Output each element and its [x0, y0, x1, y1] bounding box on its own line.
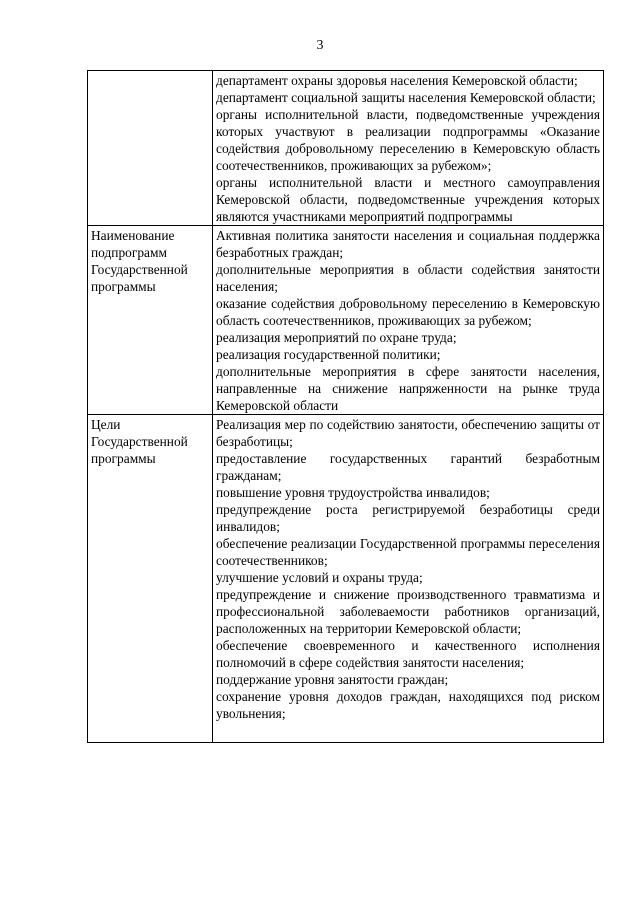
paragraph: дополнительные мероприятия в сфере занятости населения, направленные на снижение напряженности на рынке труда Кемеровской области [216, 364, 600, 413]
paragraph: оказание содействия добровольному переселению в Кемеровскую область соотечественников, проживающих за рубежом; [216, 296, 600, 328]
paragraph: улучшение условий и охраны труда; [216, 570, 423, 585]
paragraph: сохранение уровня доходов граждан, находящихся под риском увольнения; [216, 689, 600, 721]
table-row [88, 415, 604, 743]
paragraph: реализация мероприятий по охране труда; [216, 330, 457, 345]
paragraph: предупреждение и снижение производственного травматизма и профессиональной заболеваемости работников организаций, расположенных на территории Кемеровской области; [216, 587, 600, 636]
table-row [88, 226, 604, 415]
row-label-cell [88, 71, 213, 226]
row-label: Наименование подпрограмм Государственной программы [91, 228, 188, 294]
paragraph: департамент охраны здоровья населения Кемеровской области; [216, 73, 578, 88]
row-label-cell [88, 226, 213, 415]
row-content-cell [213, 415, 604, 743]
paragraph: реализация государственной политики; [216, 347, 441, 362]
paragraph: Активная политика занятости населения и социальная поддержка безработных граждан; [216, 228, 600, 260]
row-label-cell [88, 415, 213, 743]
row-content-cell [213, 226, 604, 415]
paragraph: органы исполнительной власти и местного самоуправления Кемеровской области, подведомственные учреждения которых являются участниками мероприятий подпрограммы [216, 175, 600, 224]
paragraph: органы исполнительной власти, подведомственные учреждения которых участвуют в реализации подпрограммы «Оказание содействия добровольному переселению в Кемеровскую область соотечественников, проживающих за рубежом»; [216, 107, 600, 173]
passport-table [87, 70, 604, 743]
paragraph: обеспечение своевременного и качественного исполнения полномочий в сфере содействия занятости населения; [216, 638, 600, 670]
table-row [88, 71, 604, 226]
paragraph: предупреждение роста регистрируемой безработицы среди инвалидов; [216, 502, 600, 534]
row-label: Цели Государственной программы [91, 417, 188, 466]
cell-spacer [216, 722, 600, 742]
paragraph: поддержание уровня занятости граждан; [216, 672, 449, 687]
paragraph: предоставление государственных гарантий безработным гражданам; [216, 451, 600, 483]
paragraph: повышение уровня трудоустройства инвалидов; [216, 485, 490, 500]
paragraph: департамент социальной защиты населения Кемеровской области; [216, 90, 596, 105]
paragraph: обеспечение реализации Государственной программы переселения соотечественников; [216, 536, 600, 568]
page-number: 3 [316, 38, 324, 53]
row-content-cell [213, 71, 604, 226]
paragraph: дополнительные мероприятия в области содействия занятости населения; [216, 262, 600, 294]
paragraph: Реализация мер по содействию занятости, обеспечению защиты от безработицы; [216, 417, 600, 449]
